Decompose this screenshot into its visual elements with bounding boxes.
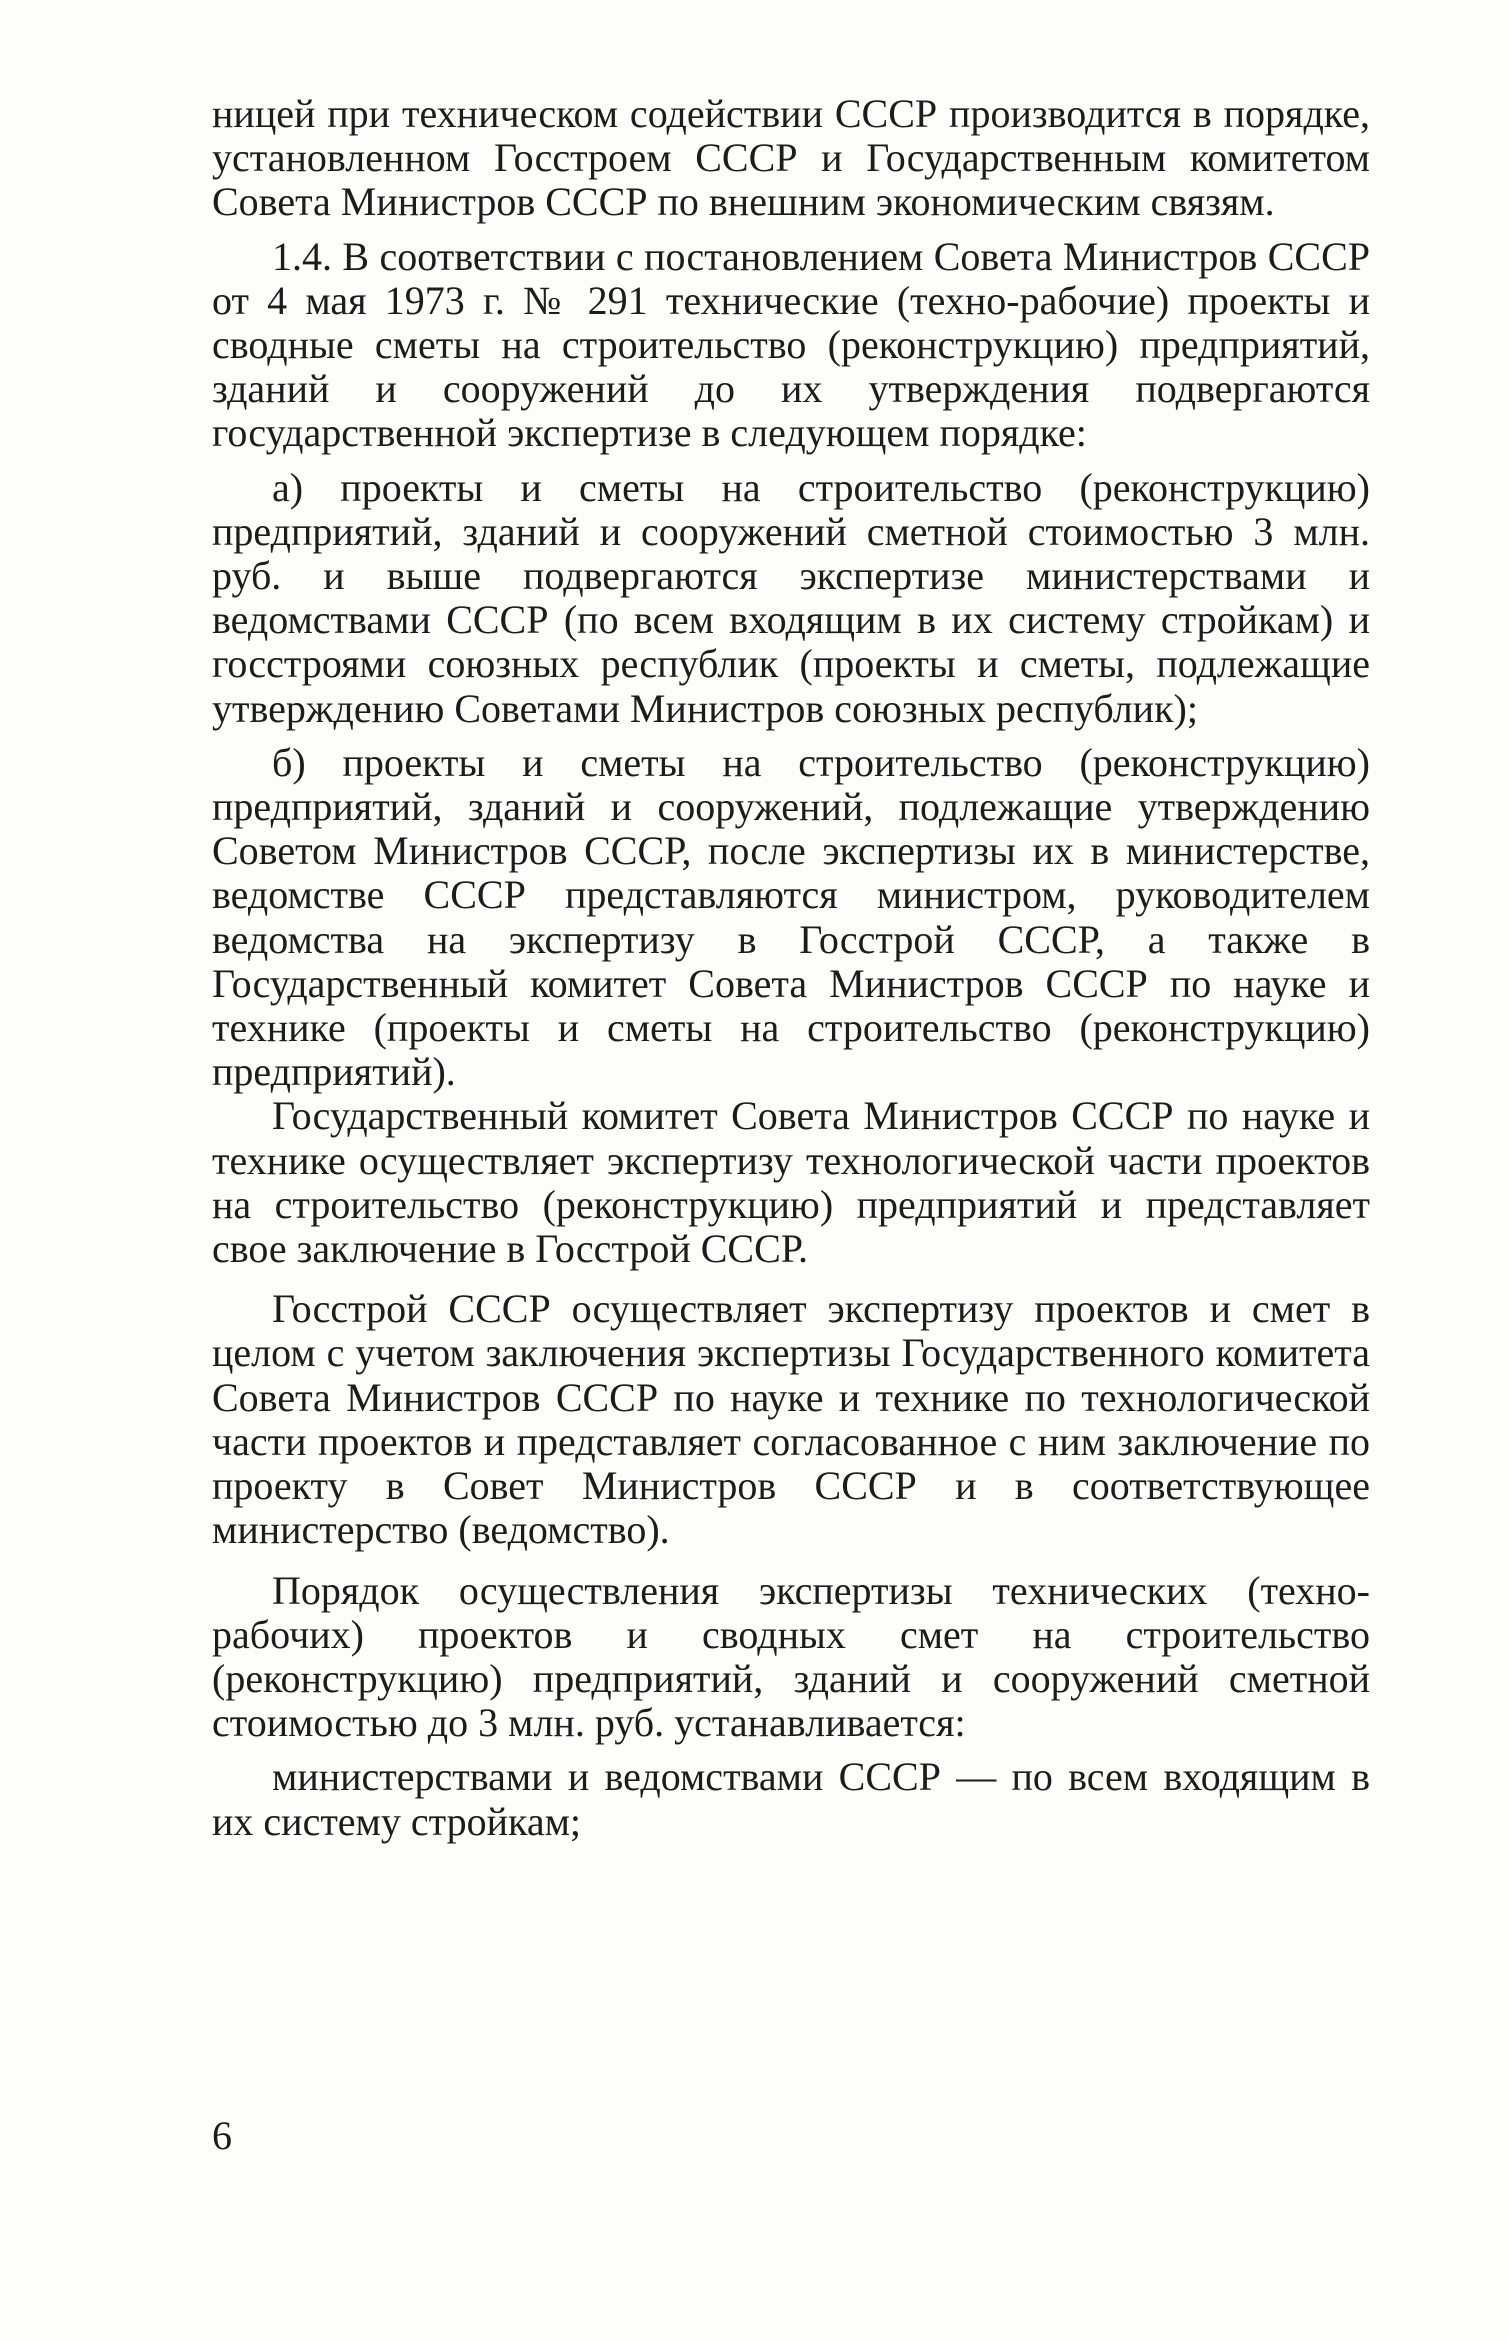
page-number: 6: [212, 2113, 232, 2158]
paragraph-section-1-4: 1.4. В соответствии с постановлением Совета Министров СССР от 4 мая 1973 г. № 291 технические (техно-рабочие) проекты и сводные сметы на строительство (реконструкцию) предприятий, зданий и сооружений до их утверждения подвергаются государственной экспертизе в следующем порядке:: [212, 233, 1370, 456]
document-body: [212, 92, 1370, 1844]
paragraph-item-b: б) проекты и сметы на строительство (реконструкцию) предприятий, зданий и сооружений, подлежащие утверждению Советом Министров СССР, после экспертизы их в министерстве, ведомстве СССР представляются министром, руководителем ведомства на экспертизу в Госстрой СССР, а также в Государственный комитет Совета Министров СССР по науке и технике (проекты и сметы на строительство (реконструкцию) предприятий).: [212, 739, 1370, 1095]
paragraph-gosstroy: Госстрой СССР осуществляет экспертизу проектов и смет в целом с учетом заключения экспертизы Государственного комитета Совета Министров СССР по науке и технике по технологической части проектов и представляет согласованное с ним заключение по проекту в Совет Министров СССР и в соответствующее министерство (ведомство).: [212, 1286, 1370, 1553]
paragraph-continuation: ницей при техническом содействии СССР производится в порядке, установленном Госстроем СССР и Государственным комитетом Совета Министров СССР по внешним экономическим связям.: [212, 91, 1370, 225]
paragraph-state-committee: Государственный комитет Совета Министров СССР по науке и технике осуществляет экспертизу технологической части проектов на строительство (реконструкцию) предприятий и представляет свое заключение в Госстрой СССР.: [212, 1093, 1370, 1272]
paragraph-procedure: Порядок осуществления экспертизы технических (техно-рабочих) проектов и сводных смет на строительство (реконструкцию) предприятий, зданий и сооружений сметной стоимостью до 3 млн. руб. устанавливается:: [212, 1567, 1370, 1746]
paragraph-item-a: а) проекты и сметы на строительство (реконструкцию) предприятий, зданий и сооружений сметной стоимостью 3 млн. руб. и выше подвергаются экспертизе министерствами и ведомствами СССР (по всем входящим в их систему стройкам) и госстроями союзных республик (проекты и сметы, подлежащие утверждению Советами Министров союзных республик);: [212, 464, 1370, 731]
paragraph-ministries: министерствами и ведомствами СССР — по всем входящим в их систему стройкам;: [212, 1754, 1370, 1844]
